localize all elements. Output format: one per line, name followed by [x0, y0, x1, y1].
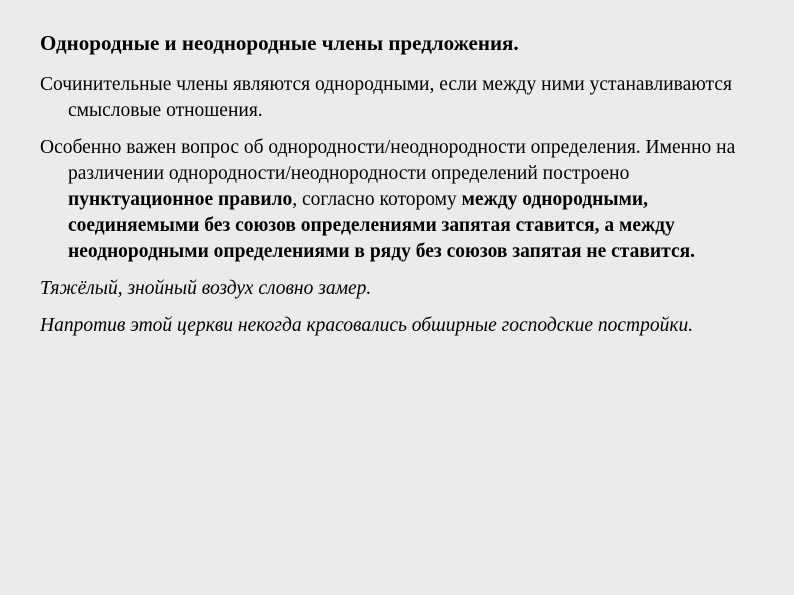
rule-text-part1: Особенно важен вопрос об однородности/неоднородности определения. Именно на различении однородности/неоднородности определений построено: [40, 137, 736, 185]
rule-text-part2: , согласно которому: [292, 189, 462, 211]
rule-bold-term: пунктуационное правило: [68, 189, 293, 211]
paragraph-definition: Сочинительные члены являются однородными, если между ними устанавливаются смысловые отношения.: [40, 74, 732, 122]
example-heterogeneous: Напротив этой церкви некогда красовались обширные господские постройки.: [40, 315, 694, 337]
slide-title: Однородные и неоднородные члены предложения.: [40, 31, 519, 55]
paragraph-punctuation-rule: [40, 135, 744, 265]
rule-bold-statement: между однородными, соединяемыми без союзов определениями запятая ставится, а между неоднородными определениями в ряду без союзов запятая не ставится.: [68, 189, 696, 263]
example-homogeneous: Тяжёлый, знойный воздух словно замер.: [40, 278, 372, 300]
